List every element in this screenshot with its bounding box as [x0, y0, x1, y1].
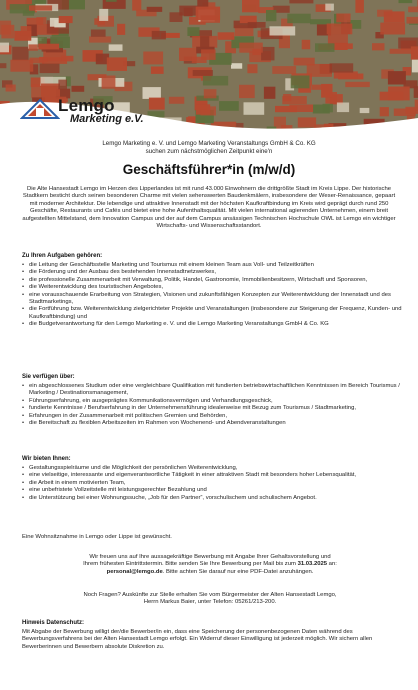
rooftop	[50, 18, 60, 27]
rooftop	[187, 27, 199, 36]
intro-paragraph: Die Alte Hansestadt Lemgo im Herzen des Lipperlandes ist mit rund 43.000 Einwohnern die drittgrößte Stadt im Kreis Lippe. Der historische Stadtkern besticht durch seinen besonderen Charme mit vielen sehenswerten Baudenkmälern, insbesondere der Weser-Renaissance, gepaart mit moderner Architektur. Die lebendige und attraktive Innenstadt mit der höchsten Kaufkraftbindung im Kreis wird geprägt durch rund 250 Geschäfte, Restaurants und Cafés und bietet eine hohe Aufenthaltsqualität. Mit vielen international agierenden Unternehmen, einem breit aufgestellten Mittelstand, dem Innovation Campus und der auf dem Campus ansässigen Technischen Hochschule OWL ist Lemgo ein wichtiger Wirtschafts- und Wissenschaftsstandort.	[22, 186, 396, 230]
rooftop	[272, 66, 296, 74]
rooftop	[248, 22, 266, 28]
rooftop	[21, 26, 32, 36]
application-line-2: Ihrem frühesten Eintrittstermin. Bitte senden Sie Ihre Bewerbung per Mail bis zum 31.03.2025 an:	[83, 561, 337, 568]
rooftop	[196, 104, 210, 114]
rooftop	[275, 106, 297, 112]
rooftop	[261, 47, 274, 61]
search-line: suchen zum nächstmöglichen Zeitpunkt eine'n	[145, 148, 273, 155]
rooftop	[239, 85, 255, 98]
rooftop	[10, 60, 33, 72]
application-block	[22, 554, 398, 576]
rooftop	[388, 87, 410, 101]
rooftop	[355, 0, 364, 13]
rooftop	[203, 76, 228, 86]
rooftop	[321, 84, 332, 98]
rooftop	[330, 63, 354, 72]
application-line-3: personal@lemgo.de. Bitte achten Sie darauf nur eine PDF-Datei anzuhängen.	[106, 568, 314, 575]
rooftop	[414, 86, 418, 98]
tasks-item: • eine vorausschauende Erarbeitung von Strategien, Visionen und zukunftsfähigen Konzepten zur Weiterentwicklung der Innenstadt und des Stadtmarketings,	[22, 292, 402, 307]
application-line-1: Wir freuen uns auf Ihre aussagekräftige Bewerbung mit Angabe Ihrer Gehaltsvorstellung und	[89, 554, 331, 560]
rooftop	[294, 58, 315, 66]
offer-heading: Wir bieten Ihnen:	[22, 456, 71, 462]
rooftop	[399, 0, 413, 3]
tasks-heading: Zu Ihren Aufgaben gehören:	[22, 253, 103, 259]
rooftop	[58, 80, 67, 90]
rooftop	[38, 44, 59, 50]
rooftop	[109, 44, 123, 50]
rooftop	[1, 25, 14, 39]
rooftop	[325, 4, 334, 11]
rooftop	[242, 0, 260, 12]
profile-item: • ein abgeschlossenes Studium oder eine vergleichbare Qualifikation mit fundierten betriebswirtschaftlichen Kenntnissen im Bereich Tourismus / Marketing / Destinationsmanagement,	[22, 383, 402, 398]
rooftop	[143, 52, 163, 65]
job-title: Geschäftsführer*in (m/w/d)	[122, 162, 296, 177]
offer-item: • die Unterstützung bei einer Wohnungssuche, „Job für den Partner“, vorschulischem und schulischem Angebot.	[22, 495, 402, 502]
rooftop	[91, 30, 106, 37]
employer-header	[0, 140, 418, 156]
profile-list	[22, 383, 402, 427]
questions-line-1: Noch Fragen? Auskünfte zur Stelle erhalten Sie vom Bürgermeister der Alten Hansestadt Lemgo,	[83, 592, 337, 598]
lemgo-marketing-logo	[20, 94, 160, 138]
rooftop	[0, 63, 6, 68]
rooftop	[264, 87, 276, 99]
rooftop	[244, 102, 265, 115]
tasks-item: • die Weiterentwicklung des touristischen Angebotes,	[22, 284, 402, 291]
rooftop	[323, 104, 333, 113]
rooftop	[89, 36, 111, 42]
rooftop	[388, 71, 406, 84]
rooftop	[200, 36, 209, 47]
rooftop	[169, 97, 184, 104]
rooftop	[170, 12, 183, 22]
profile-item: • die Bereitschaft zu flexiblen Arbeitszeiten im Rahmen von Wochenend- und Abendveranstaltungen	[22, 420, 402, 427]
rooftop	[0, 43, 9, 53]
rooftop	[36, 17, 46, 24]
rooftop	[28, 44, 38, 50]
rooftop	[239, 43, 262, 53]
profile-item: • Erfahrungen in der Zusammenarbeit mit politischen Gremien und Behörden,	[22, 413, 402, 420]
rooftop	[12, 47, 28, 61]
rooftop	[336, 14, 350, 23]
rooftop	[219, 101, 239, 111]
rooftop	[372, 43, 385, 50]
logo-house-icon	[20, 94, 60, 134]
rooftop	[407, 17, 418, 24]
rooftop	[72, 86, 85, 92]
rooftop	[302, 40, 311, 50]
rooftop	[6, 85, 16, 92]
logo-subtitle: Marketing e.V.	[70, 113, 144, 125]
offer-item: • die Arbeit in einem motivierten Team,	[22, 480, 402, 487]
rooftop	[266, 10, 276, 21]
rooftop	[412, 60, 418, 73]
application-email-link[interactable]: personal@lemgo.de	[106, 568, 163, 575]
residence-note: Eine Wohnsitznahme in Lemgo oder Lippe ist gewünscht.	[22, 534, 172, 540]
rooftop	[380, 23, 405, 35]
rooftop	[99, 9, 108, 21]
rooftop	[106, 0, 117, 2]
rooftop	[151, 67, 164, 74]
rooftop	[29, 5, 52, 10]
tasks-item: • die professionelle Zusammenarbeit mit Verwaltung, Politik, Handel, Gastronomie, Immobilienbesitzern, Wirtschaft und Sponsoren,	[22, 277, 402, 284]
tasks-item: • die Leitung der Geschäftsstelle Marketing und Tourismus mit einem kleinen Team aus Voll- und Teilzeitkräften	[22, 262, 402, 269]
tasks-item: • die Förderung und der Ausbau des bestehenden Innenstadtnetzwerkes,	[22, 269, 402, 276]
rooftop	[337, 103, 349, 113]
rooftop	[201, 49, 216, 60]
rooftop	[196, 7, 220, 21]
rooftop	[193, 70, 213, 76]
rooftop	[152, 31, 166, 40]
rooftop	[204, 89, 217, 98]
rooftop	[40, 64, 60, 74]
rooftop	[394, 109, 416, 116]
offer-item: • eine unbefristete Vollzeitstelle mit leistungsgerechter Bezahlung und	[22, 487, 402, 494]
rooftop	[345, 82, 370, 87]
profile-heading: Sie verfügen über:	[22, 374, 75, 380]
rooftop	[327, 24, 353, 35]
privacy-heading: Hinweis Datenschutz:	[22, 620, 85, 626]
offer-list	[22, 465, 402, 502]
rooftop	[107, 57, 127, 71]
privacy-text: Mit Abgabe der Bewerbung willigt der/die Bewerber/in ein, dass eine Speicherung der personenbezogenen Daten während des Bewerbungsverfahrens bei der Alten Hansestadt Lemgo erfolgt. Ein Widerruf dieser Einwilligung ist jederzeit möglich. Wir sichern allen Bewerberinnen und Bewerbern absolute Diskretion zu.	[22, 629, 373, 650]
rooftop	[247, 64, 257, 73]
rooftop	[291, 76, 310, 89]
rooftop	[408, 7, 418, 13]
rooftop	[282, 96, 307, 104]
questions-block	[22, 592, 398, 607]
rooftop	[360, 108, 370, 113]
rooftop	[117, 24, 125, 35]
tasks-list	[22, 262, 402, 329]
rooftop	[287, 14, 310, 24]
rooftop	[390, 49, 415, 54]
rooftop	[231, 63, 242, 68]
rooftop	[61, 56, 73, 62]
tasks-item: • die Budgetverantwortung für den Lemgo Marketing e. V. und die Lemgo Marketing Veranstaltungs GmbH & Co. KG	[22, 321, 402, 328]
rooftop	[102, 76, 116, 89]
offer-item: • Gestaltungsspielräume und die Möglichkeit der persönlichen Weiterentwicklung,	[22, 465, 402, 472]
rooftop	[132, 0, 141, 11]
rooftop	[384, 11, 405, 22]
questions-line-2: Herrn Markus Baier, unter Telefon: 05261/213-200.	[143, 599, 277, 606]
employer-line: Lemgo Marketing e. V. und Lemgo Marketing Veranstaltungs GmbH & Co. KG	[102, 140, 316, 147]
profile-item: • Führungserfahrung, ein ausgeprägtes Kommunikationsvermögen und Verhandlungsgeschick,	[22, 398, 402, 405]
logo-name: Lemgo	[58, 96, 115, 115]
offer-item: • eine vielseitige, interessante und eigenverantwortliche Tätigkeit in einer attraktiven Stadt mit besonders hoher Lebensqualität,	[22, 472, 402, 479]
rooftop	[240, 16, 257, 23]
rooftop	[270, 26, 296, 35]
rooftop	[59, 16, 73, 23]
rooftop	[218, 32, 235, 40]
rooftop	[39, 57, 47, 62]
rooftop	[380, 107, 389, 116]
application-deadline: 31.03.2025	[297, 561, 328, 568]
rooftop	[315, 43, 335, 52]
tasks-item: • die Fortführung bzw. Weiterentwicklung zielgerichteter Projekte und Veranstaltungen (insbesondere zur Steigerung der Frequenz, Kunden- und Kaufkraftbindung) und	[22, 306, 402, 321]
rooftop	[298, 117, 316, 127]
rooftop	[289, 0, 313, 3]
rooftop	[147, 7, 163, 12]
profile-item: • fundierte Kenntnisse / Berufserfahrung in der Unternehmensführung idealerweise mit Bezug zum Tourismus / Stadtmarketing,	[22, 405, 402, 412]
